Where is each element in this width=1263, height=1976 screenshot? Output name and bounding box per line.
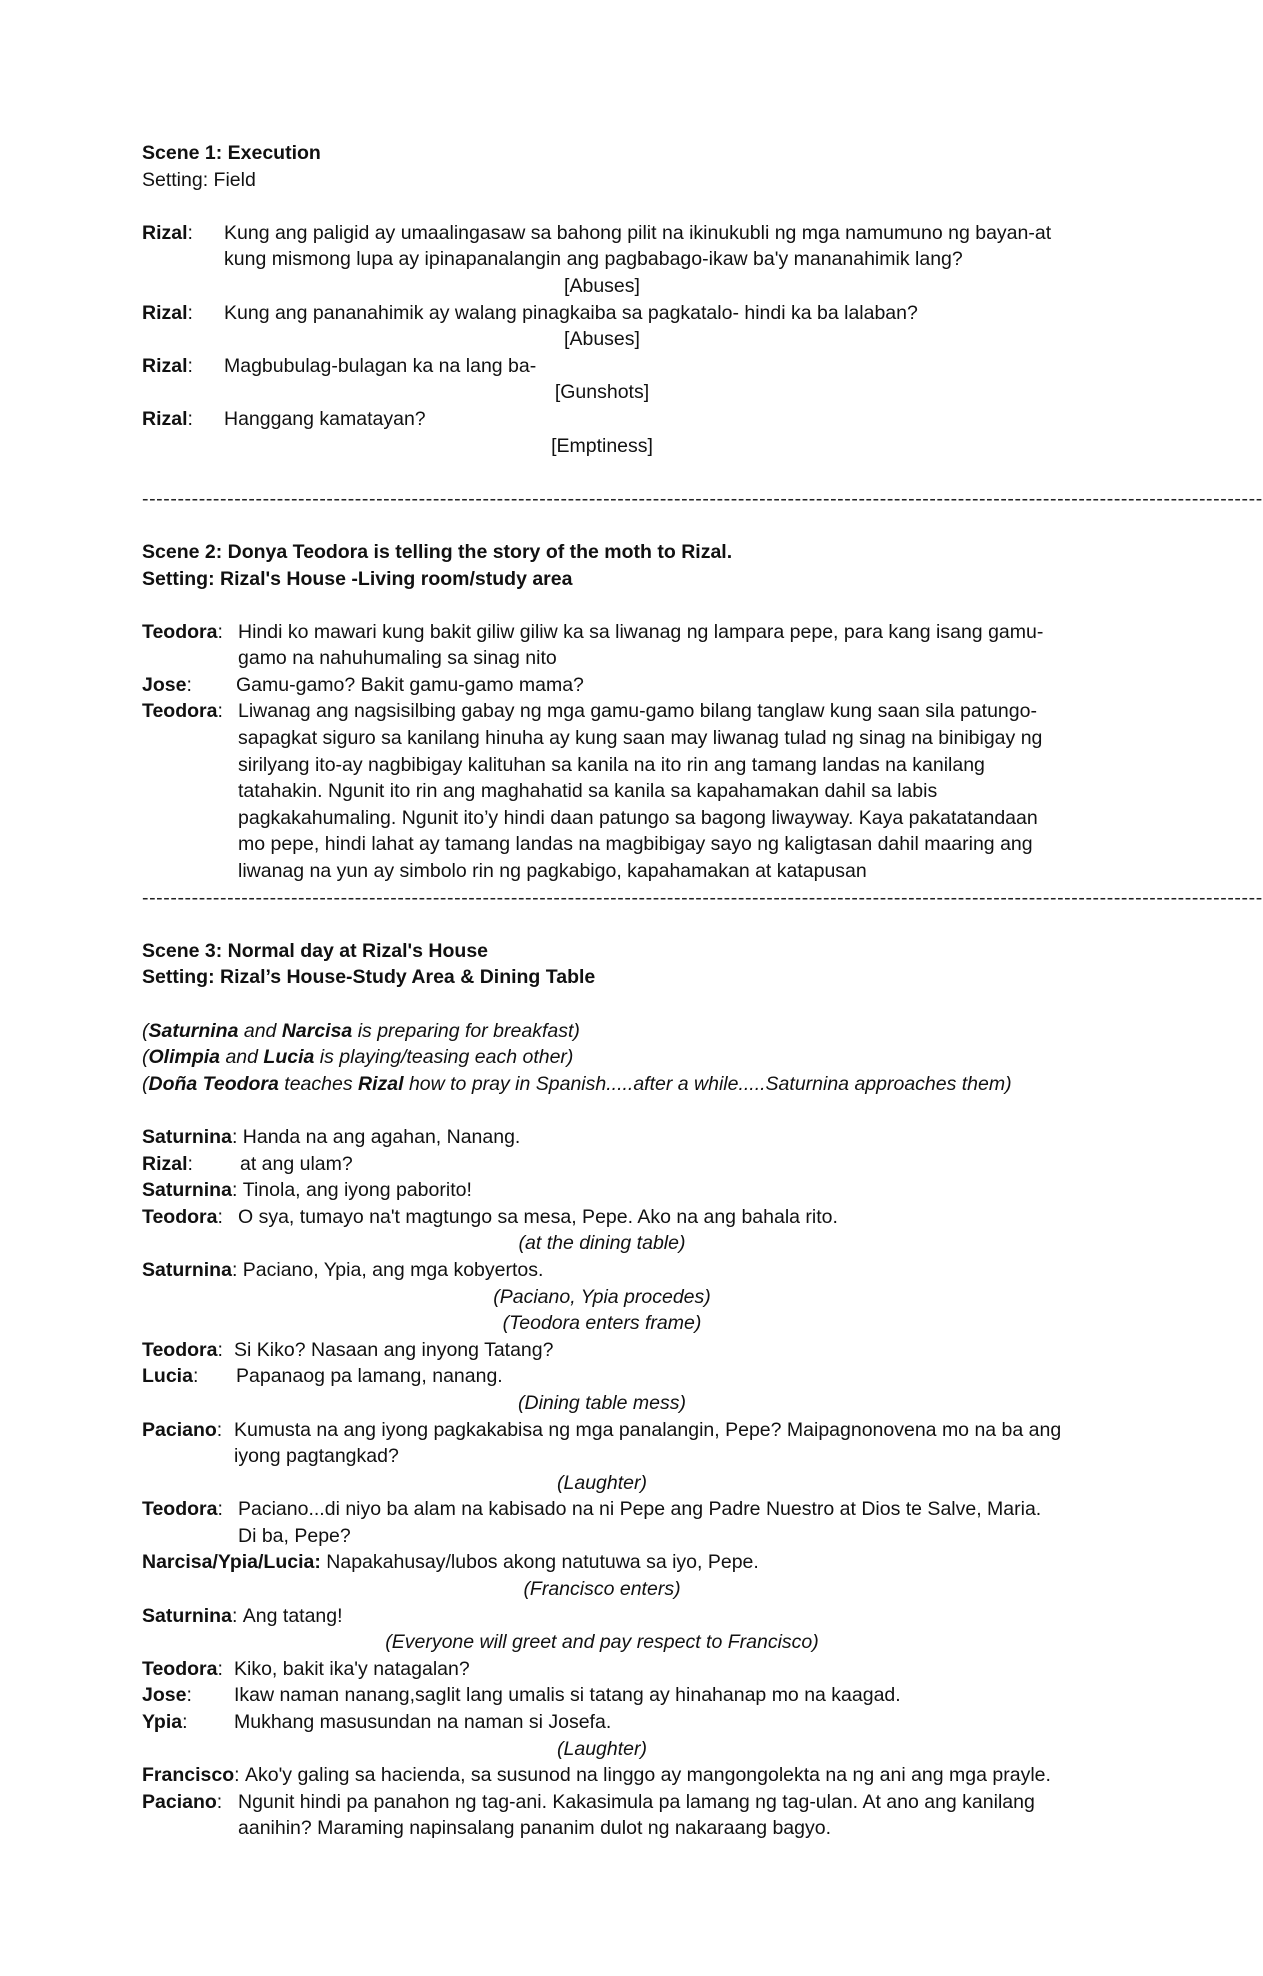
speaker-name: Narcisa/Ypia/Lucia: [142,1551,321,1574]
dialogue-text: Paciano, Ypia, ang mga kobyertos. [242,1258,544,1281]
dialogue-text: Papanaog pa lamang, nanang. [236,1365,503,1388]
dialogue-line: Teodora: Hindi ko mawari kung bakit giliw giliw ka sa liwanag ng lampara pepe, para kang isang gamu-gamo na nahuhumaling sa sinag nito [142,619,1062,672]
sound-cue: [Abuses] [564,328,640,351]
speaker-name: Teodora [142,1205,218,1228]
dialogue-line: Saturnina: Tinola, ang iyong paborito! [142,1177,1062,1204]
dialogue-line: Teodora: Liwanag ang nagsisilbing gabay ng mga gamu-gamo bilang tanglaw kung saan sila patungo- sapagkat siguro sa kanilang hinuha ay kung saan may liwanag tulad ng sinag na binibigay ng sirilyang ito-ay nagbibigay kalituhan sa kanila na ito rin ang tamang landas na kanilang tatahakin. Ngunit ito rin ang maghahatid sa kanila sa kapahamakan dahil sa labis pagkakahumaling. Ngunit ito’y hindi daan patungo sa bagong liwayway. Kaya pakatatandaan mo pepe, hindi lahat ay tamang landas na magbibigay sayo ng kaligtasan dahil maaring ang liwanag na yun ay simbolo rin ng pagkabigo, kapahamakan at katapusan [142,698,1062,884]
dialogue-text: Hanggang kamatayan? [224,407,426,430]
speaker-name: Teodora [142,1338,218,1361]
dialogue-line: Francisco: Ako'y galing sa hacienda, sa susunod na linggo ay mangongolekta na ng ani ang mga prayle. [142,1762,1062,1789]
dialogue-line: Saturnina: Handa na ang agahan, Nanang. [142,1124,1062,1151]
character-name: Doña Teodora [148,1072,279,1095]
dialogue-text: Si Kiko? Nasaan ang inyong Tatang? [234,1338,554,1361]
speaker-name: Francisco [142,1764,235,1787]
scene-separator: -------------------------------------------------------------------------------------------------------------------------------------------------------------- [142,487,1263,510]
dialogue-line: Rizal: Kung ang pananahimik ay walang pinagkaiba sa pagkatalo- hindi ka ba lalaban? [142,300,1062,327]
dialogue-line: Paciano: Kumusta na ang iyong pagkakabisa ng mga panalangin, Pepe? Maipagnonovena mo na ba ang iyong pagtangkad? [142,1417,1062,1470]
speaker-name: Saturnina [142,1179,232,1202]
stage-cue: (Paciano, Ypia procedes) [493,1285,711,1308]
dialogue-text: Kiko, bakit ika'y natagalan? [234,1657,470,1680]
scene2-setting: Setting: Rizal's House -Living room/study area [142,567,573,590]
character-name: Olimpia [148,1046,221,1069]
character-name: Narcisa [281,1019,353,1042]
stage-cue: (Francisco enters) [523,1578,681,1601]
dialogue-text: Ikaw naman nanang,saglit lang umalis si tatang ay hinahanap mo na kaagad. [234,1684,901,1707]
speaker-name: Ypia [142,1711,183,1734]
dialogue-text: Tinola, ang iyong paborito! [242,1179,472,1202]
dialogue-text: Kung ang paligid ay umaalingasaw sa bahong pilit na ikinukubli ng mga namumuno ng bayan-at kung mismong lupa ay ipinapanalangin ang pagbabago-ikaw ba'y mananahimik lang? [224,221,1052,271]
dialogue-line: Jose: Gamu-gamo? Bakit gamu-gamo mama? [142,672,1062,699]
sound-cue: [Emptiness] [551,434,653,457]
dialogue-text: Handa na ang agahan, Nanang. [242,1125,521,1148]
dialogue-line: Ypia: Mukhang masusundan na naman si Josefa. [142,1709,1062,1736]
speaker-name: Rizal [142,1152,188,1175]
speaker-name: Paciano [142,1790,217,1813]
character-name: Lucia [263,1046,315,1069]
speaker-name: Saturnina [142,1258,232,1281]
dialogue-line: Lucia: Papanaog pa lamang, nanang. [142,1363,1062,1390]
stage-cue: (Everyone will greet and pay respect to Francisco) [385,1631,819,1654]
dialogue-text: at ang ulam? [240,1152,353,1175]
speaker-name: Teodora [142,700,218,723]
dialogue-text: Liwanag ang nagsisilbing gabay ng mga gamu-gamo bilang tanglaw kung saan sila patungo- sapagkat siguro sa kanilang hinuha ay kung saan may liwanag tulad ng sinag na binibigay ng sirilyang ito-ay nagbibigay kalituhan sa kanila na ito rin ang tamang landas na kanilang tatahakin. Ngunit ito rin ang maghahatid sa kanila sa kapahamakan dahil sa labis pagkakahumaling. Ngunit ito’y hindi daan patungo sa bagong liwayway. Kaya pakatatandaan mo pepe, hindi lahat ay tamang landas na magbibigay sayo ng kaligtasan dahil maaring ang liwanag na yun ay simbolo rin ng pagkabigo, kapahamakan at katapusan [238,700,1043,883]
dialogue-text: Mukhang masusundan na naman si Josefa. [234,1711,612,1734]
dialogue-line: Rizal: at ang ulam? [142,1151,1062,1178]
sound-cue: [Gunshots] [554,381,650,404]
dialogue-text: Ngunit hindi pa panahon ng tag-ani. Kakasimula pa lamang ng tag-ulan. At ano ang kanilang aanihin? Maraming napinsalang pananim dulot ng nakaraang bagyo. [238,1790,1035,1840]
dialogue-line: Saturnina: Paciano, Ypia, ang mga kobyertos. [142,1257,1062,1284]
dialogue-text: Ang tatang! [242,1604,343,1627]
dialogue-line: Rizal: Kung ang paligid ay umaalingasaw sa bahong pilit na ikinukubli ng mga namumuno ng bayan-at kung mismong lupa ay ipinapanalangin ang pagbabago-ikaw ba'y mananahimik lang? [142,220,1062,273]
dialogue-line: Rizal: Hanggang kamatayan? [142,406,1062,433]
dialogue-line: Rizal: Magbubulag-bulagan ka na lang ba- [142,353,1062,380]
dialogue-text: Kumusta na ang iyong pagkakabisa ng mga panalangin, Pepe? Maipagnonovena mo na ba ang iyong pagtangkad? [234,1418,1062,1468]
speaker-name: Rizal [142,301,188,324]
dialogue-text: Paciano...di niyo ba alam na kabisado na ni Pepe ang Padre Nuestro at Dios te Salve, Maria. Di ba, Pepe? [238,1498,1042,1547]
scene3-title: Scene 3: Normal day at Rizal's House [142,939,489,962]
scene-separator: -------------------------------------------------------------------------------------------------------------------------------------------------------------- [142,886,1263,909]
stage-direction: (Doña Teodora teaches Rizal how to pray in Spanish.....after a while.....Saturnina approaches them) [142,1072,1012,1095]
dialogue-text: Hindi ko mawari kung bakit giliw giliw ka sa liwanag ng lampara pepe, para kang isang gamu-gamo na nahuhumaling sa sinag nito [238,620,1044,670]
speaker-name: Jose [142,1684,187,1707]
speaker-name: Lucia [142,1365,193,1388]
scene1-setting: Setting: Field [142,168,256,191]
speaker-name: Rizal [142,407,188,430]
dialogue-line: Paciano: Ngunit hindi pa panahon ng tag-ani. Kakasimula pa lamang ng tag-ulan. At ano ang kanilang aanihin? Maraming napinsalang pananim dulot ng nakaraang bagyo. [142,1789,1062,1842]
dialogue-line: Teodora: O sya, tumayo na't magtungo sa mesa, Pepe. Ako na ang bahala rito. [142,1204,1062,1231]
stage-cue: (at the dining table) [518,1232,686,1255]
stage-cue: (Dining table mess) [518,1391,686,1414]
character-name: Rizal [358,1072,404,1095]
speaker-name: Rizal [142,221,188,244]
speaker-name: Jose [142,673,187,696]
speaker-name: Teodora [142,1657,218,1680]
sound-cue: [Abuses] [564,274,640,297]
document-page [142,140,1263,1842]
dialogue-text: Gamu-gamo? Bakit gamu-gamo mama? [236,673,584,696]
dialogue-text: Napakahusay/lubos akong natutuwa sa iyo, Pepe. [326,1551,759,1574]
speaker-name: Saturnina [142,1604,232,1627]
dialogue-line: Teodora: Si Kiko? Nasaan ang inyong Tatang? [142,1337,1062,1364]
dialogue-line [142,1549,1062,1576]
scene2-title: Scene 2: Donya Teodora is telling the story of the moth to Rizal. [142,540,733,563]
stage-cue: (Laughter) [557,1471,647,1494]
dialogue-text: Ako'y galing sa hacienda, sa susunod na linggo ay mangongolekta na ng ani ang mga prayle. [244,1764,1051,1787]
speaker-name: Saturnina [142,1125,232,1148]
dialogue-line: Saturnina: Ang tatang! [142,1603,1062,1630]
stage-cue: (Laughter) [557,1737,647,1760]
dialogue-text: Kung ang pananahimik ay walang pinagkaiba sa pagkatalo- hindi ka ba lalaban? [224,301,918,324]
speaker-name: Paciano [142,1418,217,1441]
dialogue-line: Teodora: Paciano...di niyo ba alam na kabisado na ni Pepe ang Padre Nuestro at Dios te Salve, Maria. Di ba, Pepe? [142,1496,1062,1549]
speaker-name: Teodora [142,1498,218,1521]
stage-direction: (Olimpia and Lucia is playing/teasing each other) [142,1046,574,1069]
character-name: Saturnina [148,1019,239,1042]
scene1-title: Scene 1: Execution [142,142,321,164]
dialogue-text: O sya, tumayo na't magtungo sa mesa, Pepe. Ako na ang bahala rito. [238,1205,838,1228]
speaker-name: Teodora [142,620,218,643]
dialogue-text: Magbubulag-bulagan ka na lang ba- [224,354,537,377]
scene3-setting: Setting: Rizal’s House-Study Area & Dining Table [142,966,596,989]
stage-direction: (Saturnina and Narcisa is preparing for breakfast) [142,1019,580,1042]
dialogue-line: Teodora: Kiko, bakit ika'y natagalan? [142,1656,1062,1683]
speaker-name: Rizal [142,354,188,377]
dialogue-line: Jose: Ikaw naman nanang,saglit lang umalis si tatang ay hinahanap mo na kaagad. [142,1682,1062,1709]
stage-cue: (Teodora enters frame) [502,1312,702,1335]
